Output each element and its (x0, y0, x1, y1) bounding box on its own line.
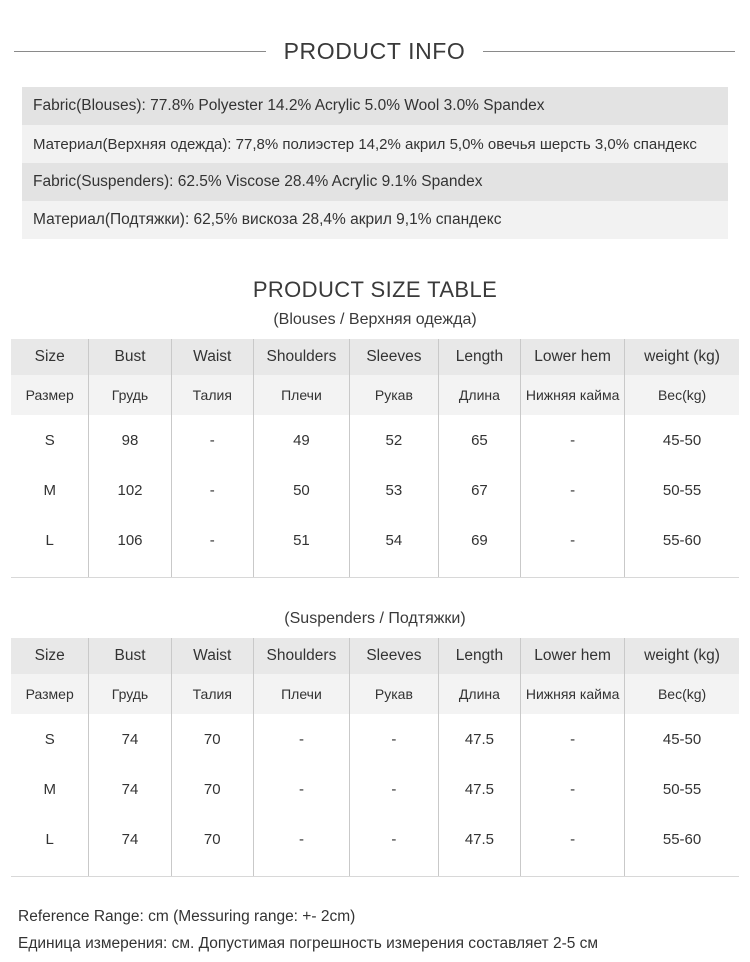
size-table-suspenders-body (11, 638, 739, 876)
column-header-weight-ru: Вес(kg) (625, 674, 739, 714)
column-header-length: Length (438, 638, 520, 674)
cell-weight: 50-55 (625, 764, 739, 814)
cell-weight: 55-60 (625, 515, 739, 565)
column-header-size-ru: Размер (11, 674, 89, 714)
cell-sleeves: 53 (349, 465, 438, 515)
cell-bust: 74 (89, 714, 171, 764)
cell-bust: 74 (89, 814, 171, 864)
cell-weight: 45-50 (625, 714, 739, 764)
cell-sleeves: - (349, 714, 438, 764)
cell-size: L (11, 515, 89, 565)
column-header-weight: weight (kg) (625, 638, 739, 674)
column-header-weight: weight (kg) (625, 339, 739, 375)
column-header-length-ru: Длина (438, 375, 520, 415)
fabric-row-suspenders-ru: Материал(Подтяжки): 62,5% вискоза 28,4% акрил 9,1% спандекс (22, 201, 728, 239)
cell-sleeves: - (349, 814, 438, 864)
table-row (11, 515, 739, 565)
column-header-waist: Waist (171, 339, 253, 375)
column-header-shoulders: Shoulders (253, 638, 349, 674)
cell-shoulders: - (253, 764, 349, 814)
cell-waist: 70 (171, 814, 253, 864)
column-header-bust: Bust (89, 339, 171, 375)
cell-size: M (11, 465, 89, 515)
table-bottom-spacer (11, 864, 739, 876)
cell-lower-hem: - (521, 465, 625, 515)
cell-bust: 98 (89, 415, 171, 465)
fabric-composition-list (0, 87, 750, 239)
table-row (11, 714, 739, 764)
column-header-lower-hem-ru: Нижняя кайма (521, 375, 625, 415)
table-row (11, 465, 739, 515)
cell-weight: 50-55 (625, 465, 739, 515)
cell-weight: 55-60 (625, 814, 739, 864)
header-rule-left (14, 51, 266, 52)
fabric-row-suspenders-en: Fabric(Suspenders): 62.5% Viscose 28.4% Acrylic 9.1% Spandex (22, 163, 728, 201)
cell-sleeves: 54 (349, 515, 438, 565)
size-table-subtitle-suspenders: (Suspenders / Подтяжки) (284, 610, 466, 627)
column-header-sleeves: Sleeves (349, 638, 438, 674)
column-header-shoulders-ru: Плечи (253, 674, 349, 714)
cell-length: 69 (438, 515, 520, 565)
table-header-row-en (11, 339, 739, 375)
cell-weight: 45-50 (625, 415, 739, 465)
cell-lower-hem: - (521, 515, 625, 565)
size-table-blouses-body (11, 339, 739, 577)
cell-lower-hem: - (521, 714, 625, 764)
size-table-title: PRODUCT SIZE TABLE (252, 277, 498, 302)
cell-lower-hem: - (521, 814, 625, 864)
measurement-notes (0, 903, 750, 957)
cell-size: S (11, 415, 89, 465)
column-header-shoulders-ru: Плечи (253, 375, 349, 415)
table-bottom-rule-blouses (11, 577, 739, 578)
cell-shoulders: 49 (253, 415, 349, 465)
cell-sleeves: 52 (349, 415, 438, 465)
cell-length: 65 (438, 415, 520, 465)
cell-shoulders: 50 (253, 465, 349, 515)
table-row (11, 415, 739, 465)
column-header-size: Size (11, 339, 89, 375)
column-header-bust-ru: Грудь (89, 674, 171, 714)
cell-waist: - (171, 515, 253, 565)
column-header-sleeves-ru: Рукав (349, 674, 438, 714)
column-header-size: Size (11, 638, 89, 674)
cell-shoulders: - (253, 814, 349, 864)
column-header-lower-hem-ru: Нижняя кайма (521, 674, 625, 714)
column-header-length: Length (438, 339, 520, 375)
column-header-waist-ru: Талия (171, 674, 253, 714)
cell-bust: 74 (89, 764, 171, 814)
table-bottom-spacer (11, 565, 739, 577)
size-table-blouses (11, 339, 739, 577)
cell-length: 67 (438, 465, 520, 515)
note-reference-range-ru: Единица измерения: см. Допустимая погрешность измерения составляет 2-5 см (18, 935, 599, 953)
cell-length: 47.5 (438, 814, 520, 864)
column-header-weight-ru: Вес(kg) (625, 375, 739, 415)
table-header-row-ru (11, 674, 739, 714)
column-header-sleeves: Sleeves (349, 339, 438, 375)
table-header-row-en (11, 638, 739, 674)
size-table-subtitle-blouses: (Blouses / Верхняя одежда) (273, 311, 477, 328)
cell-sleeves: - (349, 764, 438, 814)
cell-size: S (11, 714, 89, 764)
column-header-shoulders: Shoulders (253, 339, 349, 375)
table-bottom-rule-suspenders (11, 876, 739, 877)
cell-size: L (11, 814, 89, 864)
cell-bust: 102 (89, 465, 171, 515)
column-header-bust: Bust (89, 638, 171, 674)
product-info-header (0, 0, 750, 65)
cell-waist: 70 (171, 714, 253, 764)
note-reference-range-en: Reference Range: cm (Messuring range: +- 2cm) (18, 908, 356, 925)
cell-waist: - (171, 465, 253, 515)
table-row (11, 814, 739, 864)
cell-length: 47.5 (438, 764, 520, 814)
column-header-sleeves-ru: Рукав (349, 375, 438, 415)
cell-shoulders: 51 (253, 515, 349, 565)
table-header-row-ru (11, 375, 739, 415)
column-header-lower-hem: Lower hem (521, 638, 625, 674)
page-title: PRODUCT INFO (283, 38, 466, 64)
size-table-suspenders (11, 638, 739, 876)
header-rule-right (483, 51, 735, 52)
fabric-row-blouses-en: Fabric(Blouses): 77.8% Polyester 14.2% Acrylic 5.0% Wool 3.0% Spandex (22, 87, 728, 125)
table-row (11, 764, 739, 814)
cell-waist: - (171, 415, 253, 465)
cell-length: 47.5 (438, 714, 520, 764)
column-header-size-ru: Размер (11, 375, 89, 415)
column-header-bust-ru: Грудь (89, 375, 171, 415)
cell-lower-hem: - (521, 764, 625, 814)
cell-waist: 70 (171, 764, 253, 814)
column-header-lower-hem: Lower hem (521, 339, 625, 375)
cell-bust: 106 (89, 515, 171, 565)
column-header-waist: Waist (171, 638, 253, 674)
cell-size: M (11, 764, 89, 814)
column-header-length-ru: Длина (438, 674, 520, 714)
cell-shoulders: - (253, 714, 349, 764)
fabric-row-blouses-ru: Материал(Верхняя одежда): 77,8% полиэстер 14,2% акрил 5,0% овечья шерсть 3,0% спандекс (22, 125, 728, 163)
column-header-waist-ru: Талия (171, 375, 253, 415)
cell-lower-hem: - (521, 415, 625, 465)
